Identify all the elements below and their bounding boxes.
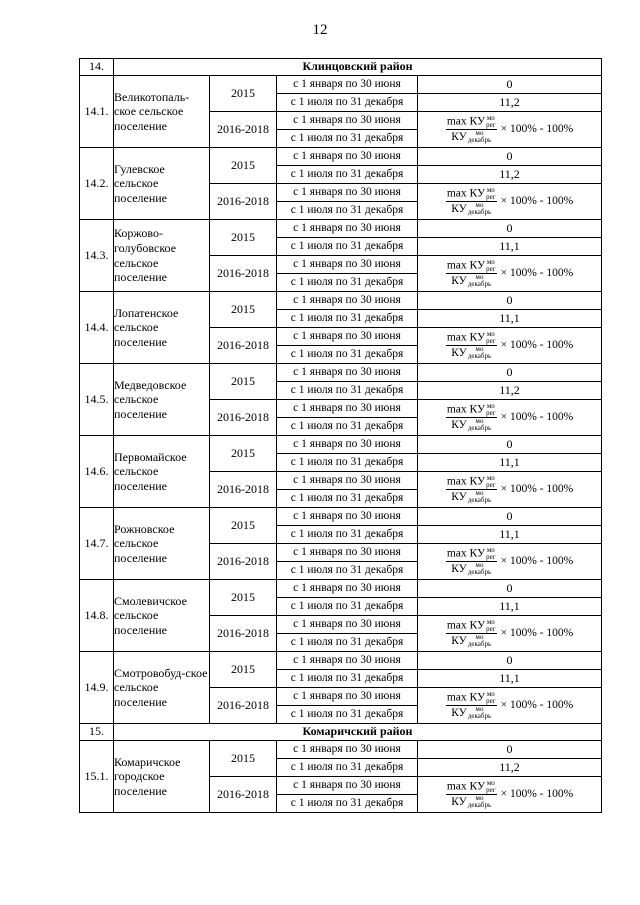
formula-den-sup: мо [475, 633, 484, 642]
period-first-half: с 1 января по 30 июня [277, 328, 418, 346]
formula-den-sup: мо [475, 201, 484, 210]
year-2015: 2015 [210, 148, 277, 184]
formula-numerator [446, 115, 497, 130]
period-second-half: с 1 июля по 31 декабря [277, 670, 418, 688]
settlement-name: Смотровобуд-ское сельское поселение [114, 652, 210, 724]
period-second-half: с 1 июля по 31 декабря [277, 454, 418, 472]
formula-num-sub: рег [486, 336, 496, 345]
section-row [80, 724, 602, 741]
formula-num-sub: рег [486, 192, 496, 201]
formula-denominator [451, 418, 491, 432]
formula-den-main: КУ [451, 795, 467, 808]
table-row [80, 292, 602, 310]
formula-num-indices [486, 475, 495, 489]
formula-den-indices [468, 346, 491, 360]
formula-denominator [451, 346, 491, 360]
settlement-name: Рожновское сельское поселение [114, 508, 210, 580]
formula [418, 547, 601, 576]
index-value: 11,1 [418, 454, 602, 472]
formula-fraction [446, 403, 497, 432]
table-row [80, 220, 602, 238]
formula-den-indices [468, 795, 491, 809]
year-2015: 2015 [210, 220, 277, 256]
table-row [80, 652, 602, 670]
settlement-name: Медведовское сельское поселение [114, 364, 210, 436]
formula-den-main: КУ [451, 274, 467, 287]
index-value: 11,1 [418, 238, 602, 256]
period-first-half: с 1 января по 30 июня [277, 436, 418, 454]
year-2015: 2015 [210, 508, 277, 544]
formula-den-sub: декабрь [467, 136, 492, 145]
index-value: 0 [418, 508, 602, 526]
period-second-half: с 1 июля по 31 декабря [277, 418, 418, 436]
formula-fraction [446, 691, 497, 720]
formula-fraction [446, 331, 497, 360]
index-value: 11,1 [418, 670, 602, 688]
period-first-half: с 1 января по 30 июня [277, 544, 418, 562]
formula-denominator [451, 274, 491, 288]
formula-cell [418, 544, 602, 580]
year-2016-2018: 2016-2018 [210, 256, 277, 292]
row-number: 14.7. [80, 508, 114, 580]
formula-rest: × 100% - 100% [500, 698, 574, 711]
formula-den-indices [468, 202, 491, 216]
formula-cell [418, 472, 602, 508]
settlement-name: Гулевское сельское поселение [114, 148, 210, 220]
formula-numerator [446, 780, 497, 795]
year-2016-2018: 2016-2018 [210, 688, 277, 724]
formula-den-sub: декабрь [467, 280, 492, 289]
formula-rest: × 100% - 100% [500, 266, 574, 279]
year-2016-2018: 2016-2018 [210, 400, 277, 436]
year-2015: 2015 [210, 652, 277, 688]
section-number: 14. [80, 59, 114, 76]
formula-fraction [446, 115, 497, 144]
settlement-name: Первомайское сельское поселение [114, 436, 210, 508]
formula-den-sub: декабрь [467, 568, 492, 577]
formula [418, 475, 601, 504]
period-second-half: с 1 июля по 31 декабря [277, 382, 418, 400]
period-second-half: с 1 июля по 31 декабря [277, 706, 418, 724]
index-value: 0 [418, 220, 602, 238]
formula-den-main: КУ [451, 490, 467, 503]
period-second-half: с 1 июля по 31 декабря [277, 238, 418, 256]
row-number: 14.1. [80, 76, 114, 148]
formula-den-indices [468, 706, 491, 720]
index-value: 11,2 [418, 166, 602, 184]
year-2016-2018: 2016-2018 [210, 544, 277, 580]
page-number: 12 [312, 22, 328, 38]
formula-den-sub: декабрь [467, 712, 492, 721]
year-2016-2018: 2016-2018 [210, 184, 277, 220]
index-value: 11,1 [418, 598, 602, 616]
year-2016-2018: 2016-2018 [210, 472, 277, 508]
period-first-half: с 1 января по 30 июня [277, 220, 418, 238]
formula-numerator [446, 691, 497, 706]
row-number: 14.6. [80, 436, 114, 508]
formula-den-sup: мо [475, 129, 484, 138]
settlement-name: Великотопаль-ское сельское поселение [114, 76, 210, 148]
period-first-half: с 1 января по 30 июня [277, 364, 418, 382]
formula [418, 691, 601, 720]
formula-num-sup: мо [486, 778, 495, 787]
row-number: 14.4. [80, 292, 114, 364]
index-value: 0 [418, 741, 602, 759]
period-second-half: с 1 июля по 31 декабря [277, 130, 418, 148]
formula-numerator [446, 331, 497, 346]
year-2016-2018: 2016-2018 [210, 112, 277, 148]
period-first-half: с 1 января по 30 июня [277, 292, 418, 310]
formula-num-sub: рег [486, 120, 496, 129]
period-second-half: с 1 июля по 31 декабря [277, 310, 418, 328]
formula [418, 780, 601, 809]
formula-num-sub: рег [486, 408, 496, 417]
formula-num-sup: мо [486, 113, 495, 122]
formula-cell [418, 688, 602, 724]
table-row [80, 741, 602, 759]
formula-num-sup: мо [486, 617, 495, 626]
period-first-half: с 1 января по 30 июня [277, 688, 418, 706]
formula [418, 403, 601, 432]
formula-den-sup: мо [475, 417, 484, 426]
formula-num-sup: мо [486, 257, 495, 266]
formula-num-sup: мо [486, 329, 495, 338]
formula-num-sub: рег [486, 785, 496, 794]
formula [418, 187, 601, 216]
year-2016-2018: 2016-2018 [210, 616, 277, 652]
index-value: 11,1 [418, 526, 602, 544]
formula-num-sup: мо [486, 545, 495, 554]
formula-denominator [451, 795, 491, 809]
period-first-half: с 1 января по 30 июня [277, 616, 418, 634]
formula-den-sup: мо [475, 705, 484, 714]
formula-num-main: max КУ [446, 547, 486, 560]
index-value: 0 [418, 580, 602, 598]
period-second-half: с 1 июля по 31 декабря [277, 795, 418, 813]
index-value: 11,2 [418, 382, 602, 400]
formula-num-sub: рег [486, 552, 496, 561]
formula-num-indices [486, 691, 495, 705]
formula-num-main: max КУ [446, 780, 486, 793]
period-first-half: с 1 января по 30 июня [277, 148, 418, 166]
formula-num-indices [486, 187, 495, 201]
formula-fraction [446, 187, 497, 216]
table-row [80, 508, 602, 526]
settlement-name: Коржово-голубовское сельское поселение [114, 220, 210, 292]
index-value: 0 [418, 436, 602, 454]
formula-den-sub: декабрь [467, 640, 492, 649]
period-second-half: с 1 июля по 31 декабря [277, 346, 418, 364]
period-second-half: с 1 июля по 31 декабря [277, 274, 418, 292]
table-row [80, 580, 602, 598]
formula-den-main: КУ [451, 130, 467, 143]
index-value: 0 [418, 76, 602, 94]
formula-den-indices [468, 634, 491, 648]
table-row [80, 76, 602, 94]
formula-num-main: max КУ [446, 475, 486, 488]
formula-numerator [446, 475, 497, 490]
tariff-table [79, 58, 602, 813]
formula-den-indices [468, 130, 491, 144]
formula-cell [418, 400, 602, 436]
formula-den-main: КУ [451, 346, 467, 359]
formula-num-indices [486, 259, 495, 273]
formula-num-main: max КУ [446, 331, 486, 344]
formula-rest: × 100% - 100% [500, 554, 574, 567]
formula-num-sup: мо [486, 401, 495, 410]
formula-rest: × 100% - 100% [500, 338, 574, 351]
formula-rest: × 100% - 100% [500, 482, 574, 495]
formula-num-sub: рег [486, 624, 496, 633]
formula-cell [418, 777, 602, 813]
table-row [80, 436, 602, 454]
index-value: 11,1 [418, 310, 602, 328]
period-first-half: с 1 января по 30 июня [277, 256, 418, 274]
year-2016-2018: 2016-2018 [210, 328, 277, 364]
index-value: 11,2 [418, 94, 602, 112]
formula-den-indices [468, 274, 491, 288]
formula-num-main: max КУ [446, 259, 486, 272]
formula-denominator [451, 130, 491, 144]
index-value: 11,2 [418, 759, 602, 777]
formula-cell [418, 256, 602, 292]
formula-num-main: max КУ [446, 619, 486, 632]
formula-den-indices [468, 562, 491, 576]
formula-den-sub: декабрь [467, 208, 492, 217]
year-2015: 2015 [210, 292, 277, 328]
formula-num-sup: мо [486, 473, 495, 482]
formula-num-sub: рег [486, 264, 496, 273]
index-value: 0 [418, 292, 602, 310]
formula-den-sub: декабрь [467, 424, 492, 433]
year-2015: 2015 [210, 741, 277, 777]
period-first-half: с 1 января по 30 июня [277, 472, 418, 490]
formula-num-sub: рег [486, 696, 496, 705]
period-second-half: с 1 июля по 31 декабря [277, 490, 418, 508]
formula-rest: × 100% - 100% [500, 122, 574, 135]
table-row [80, 364, 602, 382]
formula-num-sub: рег [486, 480, 496, 489]
year-2015: 2015 [210, 436, 277, 472]
formula-num-indices [486, 547, 495, 561]
formula-num-main: max КУ [446, 691, 486, 704]
formula-num-indices [486, 115, 495, 129]
formula-num-indices [486, 780, 495, 794]
formula-denominator [451, 634, 491, 648]
period-second-half: с 1 июля по 31 декабря [277, 634, 418, 652]
formula-den-sub: декабрь [467, 352, 492, 361]
row-number: 14.2. [80, 148, 114, 220]
formula-denominator [451, 562, 491, 576]
period-second-half: с 1 июля по 31 декабря [277, 166, 418, 184]
formula-den-sup: мо [475, 561, 484, 570]
year-2015: 2015 [210, 364, 277, 400]
period-second-half: с 1 июля по 31 декабря [277, 759, 418, 777]
year-2015: 2015 [210, 580, 277, 616]
formula-denominator [451, 490, 491, 504]
formula-den-sub: декабрь [467, 801, 492, 810]
formula-num-indices [486, 331, 495, 345]
formula-numerator [446, 547, 497, 562]
formula [418, 619, 601, 648]
formula-rest: × 100% - 100% [500, 410, 574, 423]
formula-num-indices [486, 619, 495, 633]
period-second-half: с 1 июля по 31 декабря [277, 562, 418, 580]
table-row [80, 148, 602, 166]
formula-rest: × 100% - 100% [500, 626, 574, 639]
formula-fraction [446, 259, 497, 288]
index-value: 0 [418, 148, 602, 166]
index-value: 0 [418, 364, 602, 382]
period-first-half: с 1 января по 30 июня [277, 400, 418, 418]
row-number: 14.5. [80, 364, 114, 436]
formula-rest: × 100% - 100% [500, 194, 574, 207]
formula-den-indices [468, 490, 491, 504]
formula-fraction [446, 619, 497, 648]
formula-num-main: max КУ [446, 115, 486, 128]
period-first-half: с 1 января по 30 июня [277, 580, 418, 598]
formula-numerator [446, 259, 497, 274]
period-second-half: с 1 июля по 31 декабря [277, 526, 418, 544]
period-first-half: с 1 января по 30 июня [277, 777, 418, 795]
formula-num-indices [486, 403, 495, 417]
formula-den-sub: декабрь [467, 496, 492, 505]
formula-den-sup: мо [475, 345, 484, 354]
formula [418, 259, 601, 288]
formula-numerator [446, 403, 497, 418]
formula-den-sup: мо [475, 794, 484, 803]
formula-cell [418, 184, 602, 220]
formula-num-main: max КУ [446, 187, 486, 200]
settlement-name: Комаричское городское поселение [114, 741, 210, 813]
row-number: 15.1. [80, 741, 114, 813]
formula-denominator [451, 202, 491, 216]
formula-den-main: КУ [451, 634, 467, 647]
formula-num-sup: мо [486, 689, 495, 698]
formula-rest: × 100% - 100% [500, 787, 574, 800]
row-number: 14.3. [80, 220, 114, 292]
section-title: Клинцовский район [114, 59, 602, 76]
formula-numerator [446, 187, 497, 202]
formula-den-indices [468, 418, 491, 432]
formula-cell [418, 112, 602, 148]
formula-fraction [446, 475, 497, 504]
formula [418, 331, 601, 360]
formula-numerator [446, 619, 497, 634]
year-2016-2018: 2016-2018 [210, 777, 277, 813]
formula-den-main: КУ [451, 202, 467, 215]
formula-num-sup: мо [486, 185, 495, 194]
formula-fraction [446, 547, 497, 576]
year-2015: 2015 [210, 76, 277, 112]
period-first-half: с 1 января по 30 июня [277, 76, 418, 94]
formula-fraction [446, 780, 497, 809]
period-first-half: с 1 января по 30 июня [277, 112, 418, 130]
row-number: 14.8. [80, 580, 114, 652]
index-value: 0 [418, 652, 602, 670]
formula-den-sup: мо [475, 273, 484, 282]
row-number: 14.9. [80, 652, 114, 724]
formula-cell [418, 616, 602, 652]
period-second-half: с 1 июля по 31 декабря [277, 598, 418, 616]
period-first-half: с 1 января по 30 июня [277, 508, 418, 526]
period-second-half: с 1 июля по 31 декабря [277, 94, 418, 112]
period-first-half: с 1 января по 30 июня [277, 184, 418, 202]
period-second-half: с 1 июля по 31 декабря [277, 202, 418, 220]
period-first-half: с 1 января по 30 июня [277, 741, 418, 759]
formula-num-main: max КУ [446, 403, 486, 416]
formula-den-main: КУ [451, 562, 467, 575]
formula-cell [418, 328, 602, 364]
settlement-name: Лопатенское сельское поселение [114, 292, 210, 364]
period-first-half: с 1 января по 30 июня [277, 652, 418, 670]
section-title: Комаричский район [114, 724, 602, 741]
section-row [80, 59, 602, 76]
section-number: 15. [80, 724, 114, 741]
formula [418, 115, 601, 144]
formula-den-main: КУ [451, 418, 467, 431]
settlement-name: Смолевичское сельское поселение [114, 580, 210, 652]
formula-den-main: КУ [451, 706, 467, 719]
formula-den-sup: мо [475, 489, 484, 498]
formula-denominator [451, 706, 491, 720]
